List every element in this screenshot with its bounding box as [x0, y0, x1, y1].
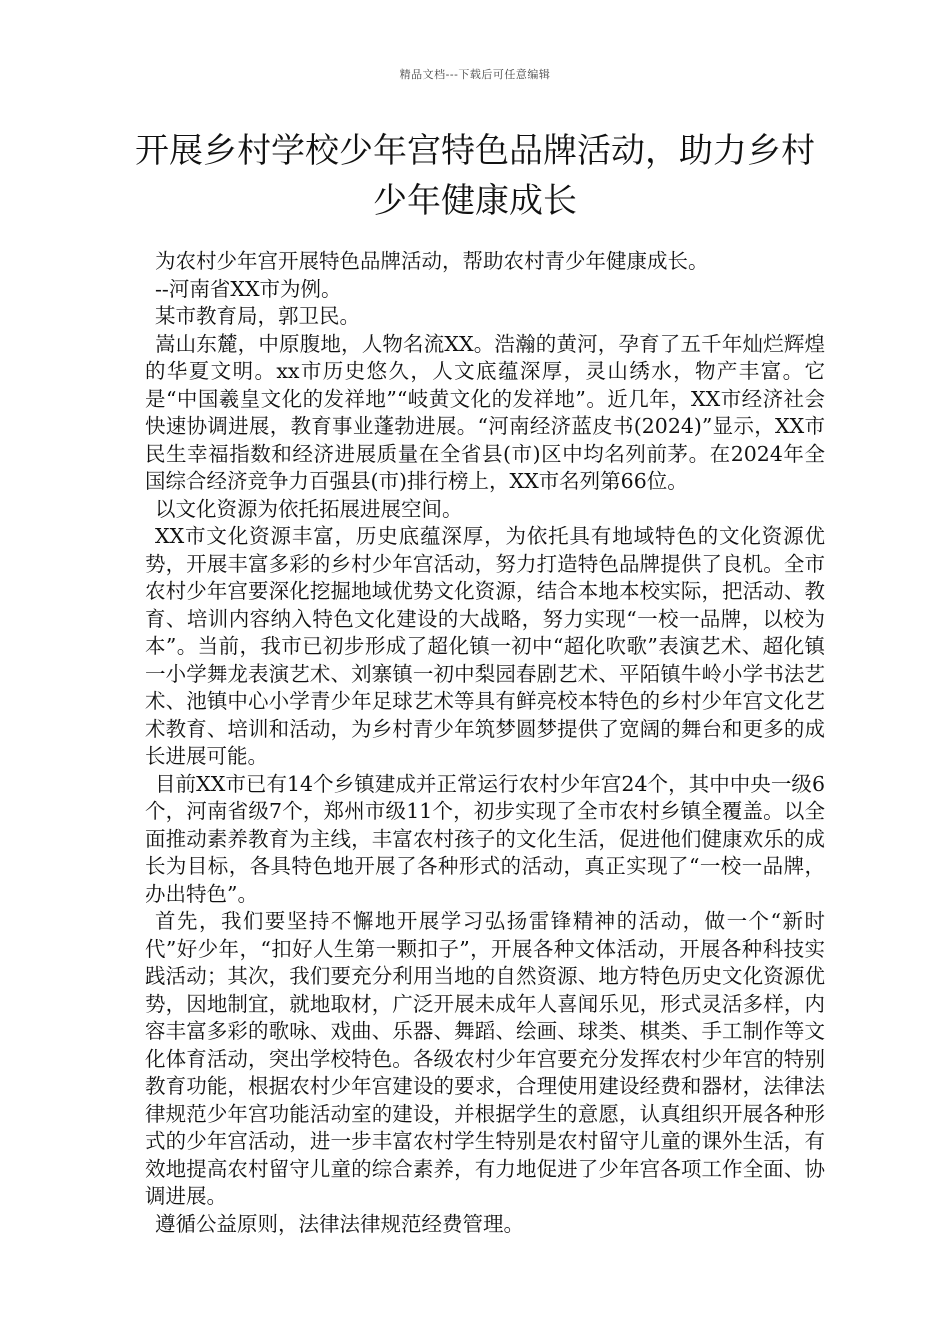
paragraph-author: 某市教育局，郭卫民。 [155, 304, 360, 328]
header-note: 精品文档---下载后可任意编辑 [399, 68, 551, 81]
paragraph-heading-funding: 遵循公益原则，法律法律规范经费管理。 [155, 1211, 524, 1236]
paragraph-culture: XX市文化资源丰富，历史底蕴深厚，为依托具有地域特色的文化资源优势，开展丰富多彩的乡村少年宫活动，努力打造特色品牌提供了良机。全市农村少年宫要深化挖掘地域优势文化资源，结合本地本校实际，把活动、教育、培训内容纳入特色文化建设的大战略，努力实现“一校一品牌，以校为本”。当前，我市已初步形成了超化镇一初中“超化吹歌”表演艺术、超化镇一小学舞龙表演艺术、刘寨镇一初中梨园春剧艺术、平陌镇牛岭小学书法艺术、池镇中心小学青少年足球艺术等具有鲜亮校本特色的乡村少年宫文化艺术教育、培训和活动，为乡村青少年筑梦圆梦提供了宽阔的舞台和更多的成长进展可能。 [145, 524, 825, 768]
paragraph-status: 目前XX市已有14个乡镇建成并正常运行农村少年宫24个，其中中央一级6个，河南省级7个，郑州市级11个，初步实现了全市农村乡镇全覆盖。以全面推动素养教育为主线，丰富农村孩子的文化生活，促进他们健康欢乐的成长为目标，各具特色地开展了各种形式的活动，真正实现了“一校一品牌，办出特色”。 [145, 771, 825, 906]
paragraph-intro: 嵩山东麓，中原腹地，人物名流XX。浩瀚的黄河，孕育了五千年灿烂辉煌的华夏文明。xx市历史悠久，人文底蕴深厚，灵山绣水，物产丰富。它是“中国羲皇文化的发祥地”“岐黄文化的发祥地”。近几年，XX市经济社会快速协调进展，教育事业蓬勃进展。“河南经济蓝皮书(2024)”显示，XX市民生幸福指数和经济进展质量在全省县(市)区中均名列前茅。在2024年全国综合经济竞争力百强县(市)排行榜上，XX市名列第66位。 [145, 331, 825, 493]
paragraph-location: --河南省XX市为例。 [155, 276, 342, 301]
document-title: 开展乡村学校少年宫特色品牌活动，助力乡村少年健康成长 [135, 131, 815, 221]
paragraph-measures: 首先，我们要坚持不懈地开展学习弘扬雷锋精神的活动，做一个“新时代”好少年，“扣好人生第一颗扣子”，开展各种文体活动，开展各种科技实践活动；其次，我们要充分利用当地的自然资源、地方特色历史文化资源优势，因地制宜，就地取材，广泛开展未成年人喜闻乐见，形式灵活多样，内容丰富多彩的歌咏、戏曲、乐器、舞蹈、绘画、球类、棋类、手工制作等文化体育活动，突出学校特色。各级农村少年宫要充分发挥农村少年宫的特别教育功能，根据农村少年宫建设的要求，合理使用建设经费和器材，法律法律规范少年宫功能活动室的建设，并根据学生的意愿，认真组织开展各种形式的少年宫活动，进一步丰富农村学生特别是农村留守儿童的课外生活，有效地提高农村留守儿童的综合素养，有力地促进了少年宫各项工作全面、协调进展。 [145, 909, 825, 1208]
paragraph-heading-culture: 以文化资源为依托拓展进展空间。 [155, 496, 463, 521]
paragraph-subtitle: 为农村少年宫开展特色品牌活动，帮助农村青少年健康成长。 [155, 249, 709, 273]
document-body [145, 248, 825, 1238]
